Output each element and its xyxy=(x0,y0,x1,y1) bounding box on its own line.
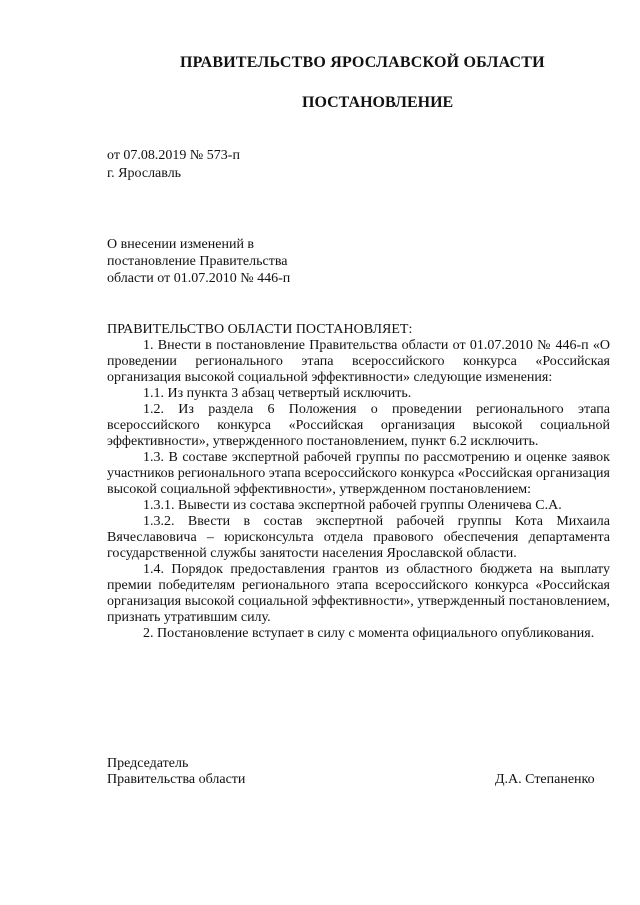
subject-line: области от 01.07.2010 № 446-п xyxy=(107,271,291,286)
government-heading: ПРАВИТЕЛЬСТВО ЯРОСЛАВСКОЙ ОБЛАСТИ xyxy=(180,54,545,71)
paragraph-1-3-2: 1.3.2. Ввести в состав экспертной рабочей группы Кота Михаила Вячеславовича – юрисконсульта отдела правового обеспечения департамента государственной службы занятости населения Ярославской области. xyxy=(107,514,610,561)
paragraph-1-4: 1.4. Порядок предоставления грантов из областного бюджета на выплату премии победителям регионального этапа всероссийского конкурса «Российская организация высокой социальной эффективности», утвержденный постановлением, признать утратившим силу. xyxy=(107,562,610,625)
city: г. Ярославль xyxy=(107,166,182,181)
paragraph-1: 1. Внести в постановление Правительства области от 01.07.2010 № 446-п «О проведении регионального этапа всероссийского конкурса «Российская организация высокой социальной эффективности» следующие изменения: xyxy=(107,338,610,385)
subject-line: постановление Правительства xyxy=(107,254,288,269)
subject-line: О внесении изменений в xyxy=(107,237,255,252)
paragraph-2: 2. Постановление вступает в силу с момента официального опубликования. xyxy=(143,626,595,641)
date-number: от 07.08.2019 № 573-п xyxy=(107,148,240,163)
paragraph-1-3: 1.3. В составе экспертной рабочей группы по рассмотрению и оценке заявок участников регионального этапа всероссийского конкурса «Российская организация высокой социальной эффективности», утвержденном постановлением: xyxy=(107,450,610,497)
paragraph-1-2: 1.2. Из раздела 6 Положения о проведении регионального этапа всероссийского конкурса «Российская организация высокой социальной эффективности», утвержденного постановлением, пункт 6.2 исключить. xyxy=(107,402,610,449)
signatory-title-line: Председатель xyxy=(107,756,189,771)
paragraph-1-1: 1.1. Из пункта 3 абзац четвертый исключить. xyxy=(143,386,412,401)
preamble: ПРАВИТЕЛЬСТВО ОБЛАСТИ ПОСТАНОВЛЯЕТ: xyxy=(107,322,413,337)
signatory-name: Д.А. Степаненко xyxy=(495,772,595,787)
document-subject xyxy=(107,236,337,287)
signatory-title xyxy=(107,756,245,788)
paragraph-1-3-1: 1.3.1. Вывести из состава экспертной рабочей группы Оленичева С.А. xyxy=(143,498,562,513)
document-type-heading: ПОСТАНОВЛЕНИЕ xyxy=(302,94,454,111)
document-body xyxy=(107,322,610,642)
signatory-title-line: Правительства области xyxy=(107,772,246,787)
